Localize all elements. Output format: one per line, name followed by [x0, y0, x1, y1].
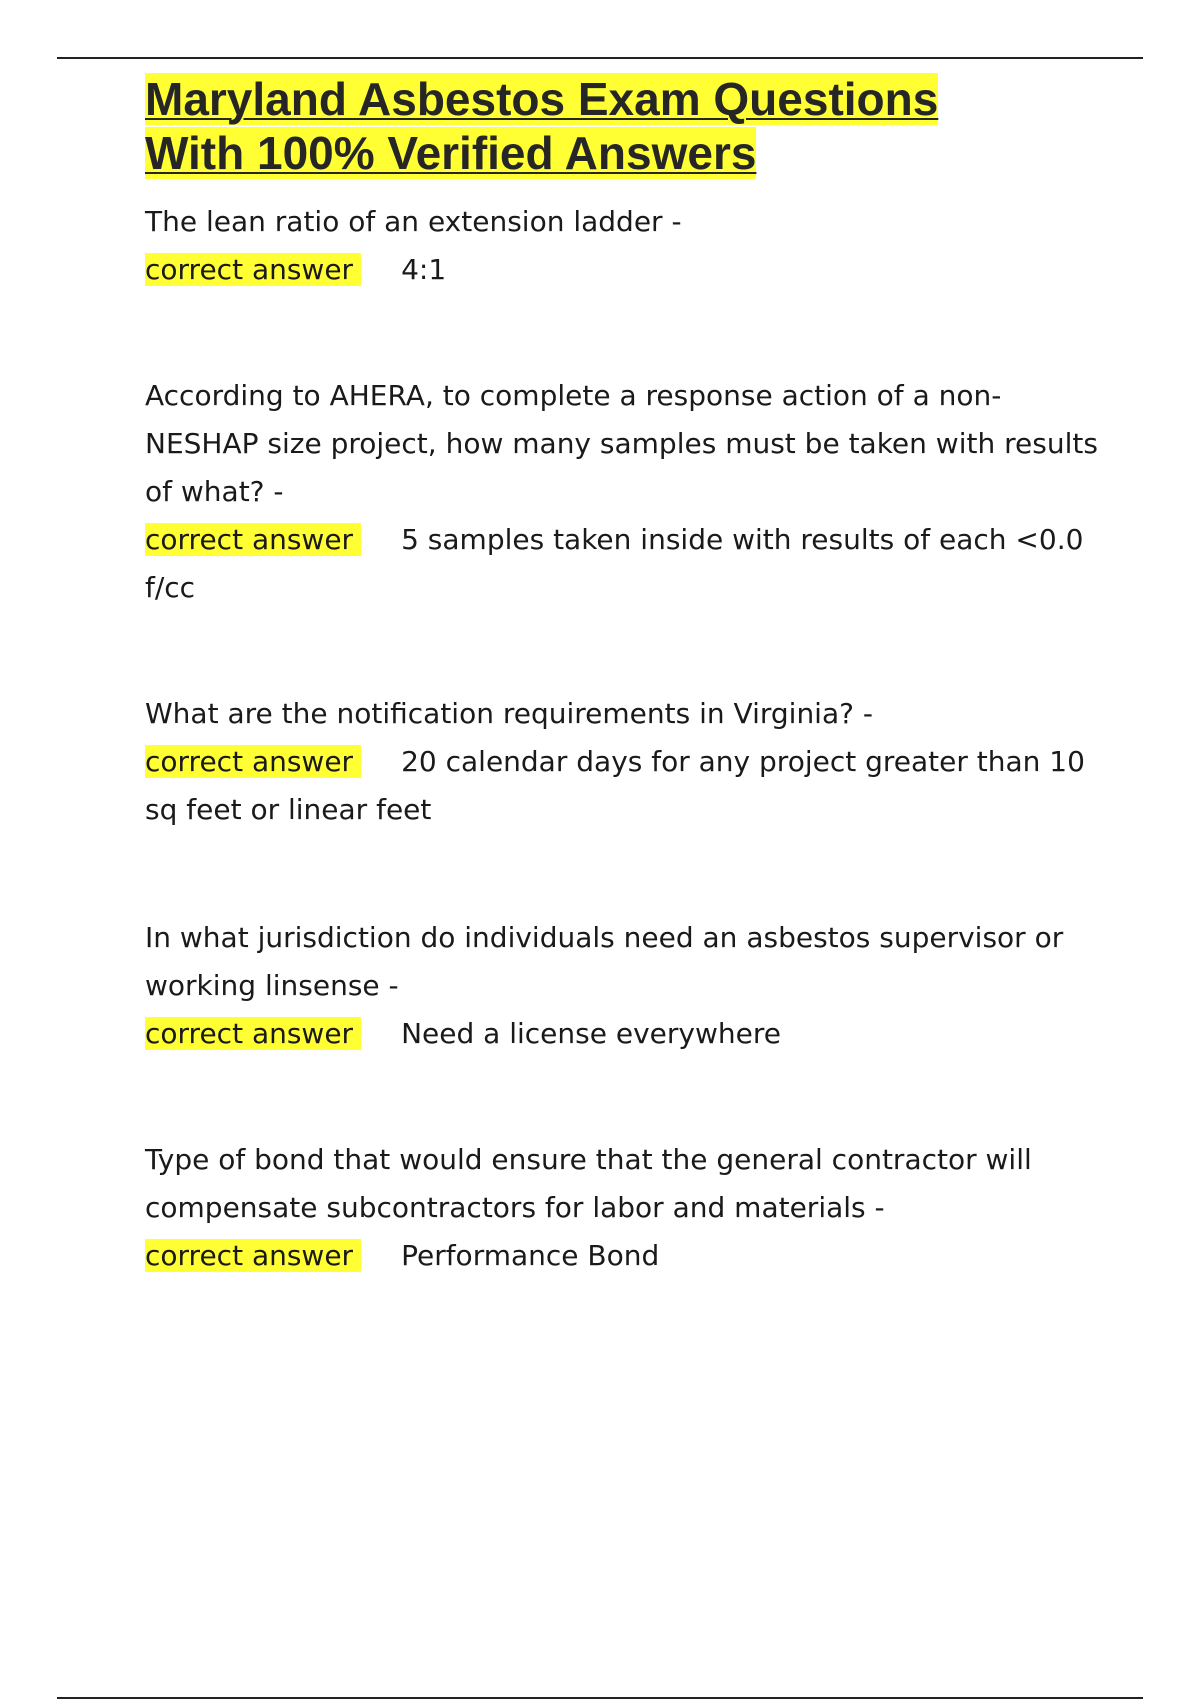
- answer-label: correct answer: [145, 1017, 361, 1050]
- answer-label: correct answer: [145, 523, 361, 556]
- title-line-1: Maryland Asbestos Exam Questions: [145, 73, 939, 125]
- qa-item-2: [145, 372, 1105, 612]
- answer-label: correct answer: [145, 253, 361, 286]
- answer-label: correct answer: [145, 745, 361, 778]
- answer-text: Need a license everywhere: [401, 1017, 781, 1050]
- answer-text: 4:1: [401, 253, 447, 286]
- top-rule: [57, 57, 1143, 59]
- document-body: [145, 72, 1105, 1280]
- question-text: The lean ratio of an extension ladder -: [145, 205, 682, 238]
- qa-item-1: [145, 198, 1105, 294]
- question-text: In what jurisdiction do individuals need an asbestos supervisor or working linsense -: [145, 921, 1064, 1002]
- answer-text: 20 calendar days for any project greater than 10 sq feet or linear feet: [145, 745, 1085, 826]
- answer-line: [145, 738, 1105, 834]
- answer-line: [145, 246, 1105, 294]
- qa-item-5: [145, 1136, 1105, 1280]
- answer-label: correct answer: [145, 1239, 361, 1272]
- answer-line: [145, 1232, 1105, 1280]
- answer-line: [145, 1010, 1105, 1058]
- question-text: What are the notification requirements in Virginia? -: [145, 697, 873, 730]
- answer-text: Performance Bond: [401, 1239, 660, 1272]
- qa-item-4: [145, 914, 1105, 1058]
- answer-text: 5 samples taken inside with results of each <0.0 f/cc: [145, 523, 1084, 604]
- qa-item-3: [145, 690, 1105, 834]
- question-text: Type of bond that would ensure that the general contractor will compensate subcontractors for labor and materials -: [145, 1143, 1032, 1224]
- bottom-rule: [57, 1697, 1143, 1699]
- document-title: [145, 72, 1105, 180]
- answer-line: [145, 516, 1105, 612]
- question-text: According to AHERA, to complete a response action of a non-NESHAP size project, how many samples must be taken with results of what? -: [145, 379, 1098, 508]
- title-line-2: With 100% Verified Answers: [145, 127, 757, 179]
